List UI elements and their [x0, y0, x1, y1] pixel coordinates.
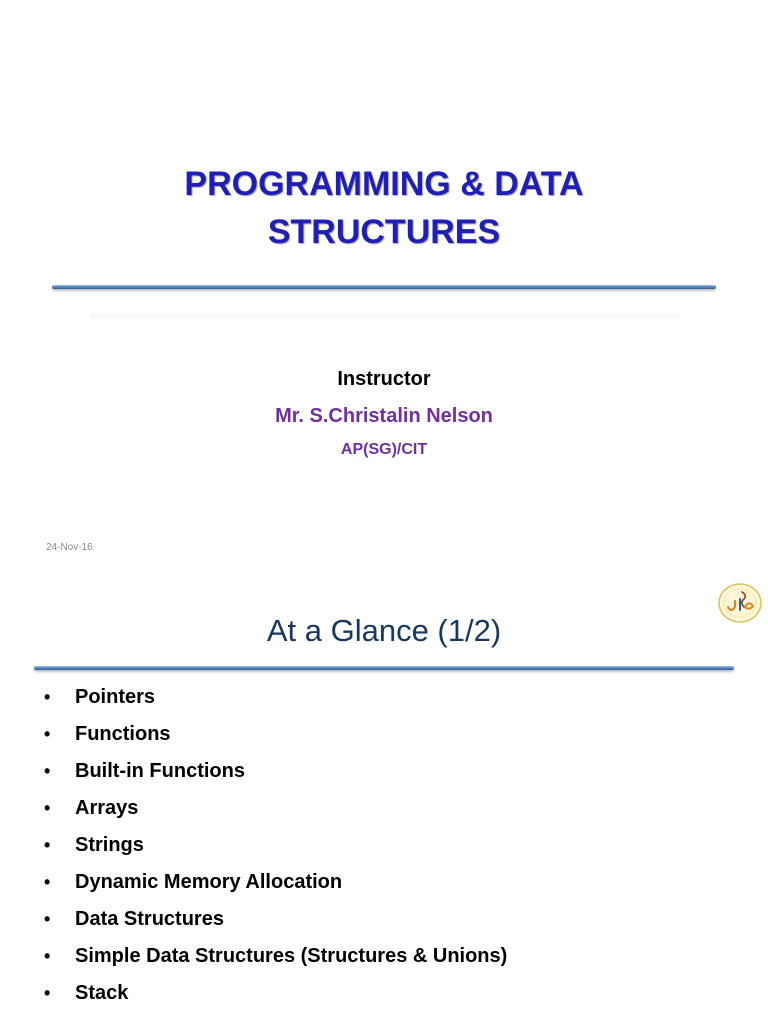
list-item-text: Stack	[75, 982, 129, 1004]
list-item-text: Built-in Functions	[75, 760, 245, 782]
bullet-icon: •	[44, 909, 51, 929]
slide-date: 24-Nov-16	[46, 542, 93, 553]
list-item	[44, 978, 507, 1015]
list-item-text: Simple Data Structures (Structures & Unions)	[75, 945, 508, 967]
list-item	[44, 756, 507, 793]
slide-title	[0, 160, 768, 256]
slide-title-line-1: PROGRAMMING & DATA	[184, 165, 584, 203]
list-item	[44, 682, 507, 719]
list-item-text: Data Structures	[75, 908, 224, 930]
list-item	[44, 941, 507, 978]
list-item-text: Arrays	[75, 797, 139, 819]
title-divider	[34, 666, 734, 670]
instructor-name: Mr. S.Christalin Nelson	[275, 405, 493, 427]
list-item-text: Functions	[75, 723, 171, 745]
list-item	[44, 793, 507, 830]
title-divider	[52, 285, 716, 289]
bullet-icon: •	[44, 687, 51, 707]
list-item-text: Strings	[75, 834, 144, 856]
divider-shadow	[90, 314, 680, 322]
list-item	[44, 867, 507, 904]
list-item-text: Pointers	[75, 686, 156, 708]
list-item	[44, 904, 507, 941]
bullet-icon: •	[44, 983, 51, 1003]
bullet-icon: •	[44, 835, 51, 855]
topic-list	[44, 682, 507, 1015]
list-item-text: Dynamic Memory Allocation	[75, 871, 343, 893]
overview-slide	[0, 576, 768, 1024]
bullet-icon: •	[44, 724, 51, 744]
instructor-label: Instructor	[337, 368, 431, 390]
slide-title-line-2: STRUCTURES	[267, 213, 501, 251]
list-item	[44, 830, 507, 867]
bullet-icon: •	[44, 872, 51, 892]
bullet-icon: •	[44, 946, 51, 966]
slide-title: At a Glance (1/2)	[266, 613, 502, 648]
bullet-icon: •	[44, 761, 51, 781]
instructor-role: AP(SG)/CIT	[340, 441, 428, 458]
list-item	[44, 719, 507, 756]
bullet-icon: •	[44, 798, 51, 818]
